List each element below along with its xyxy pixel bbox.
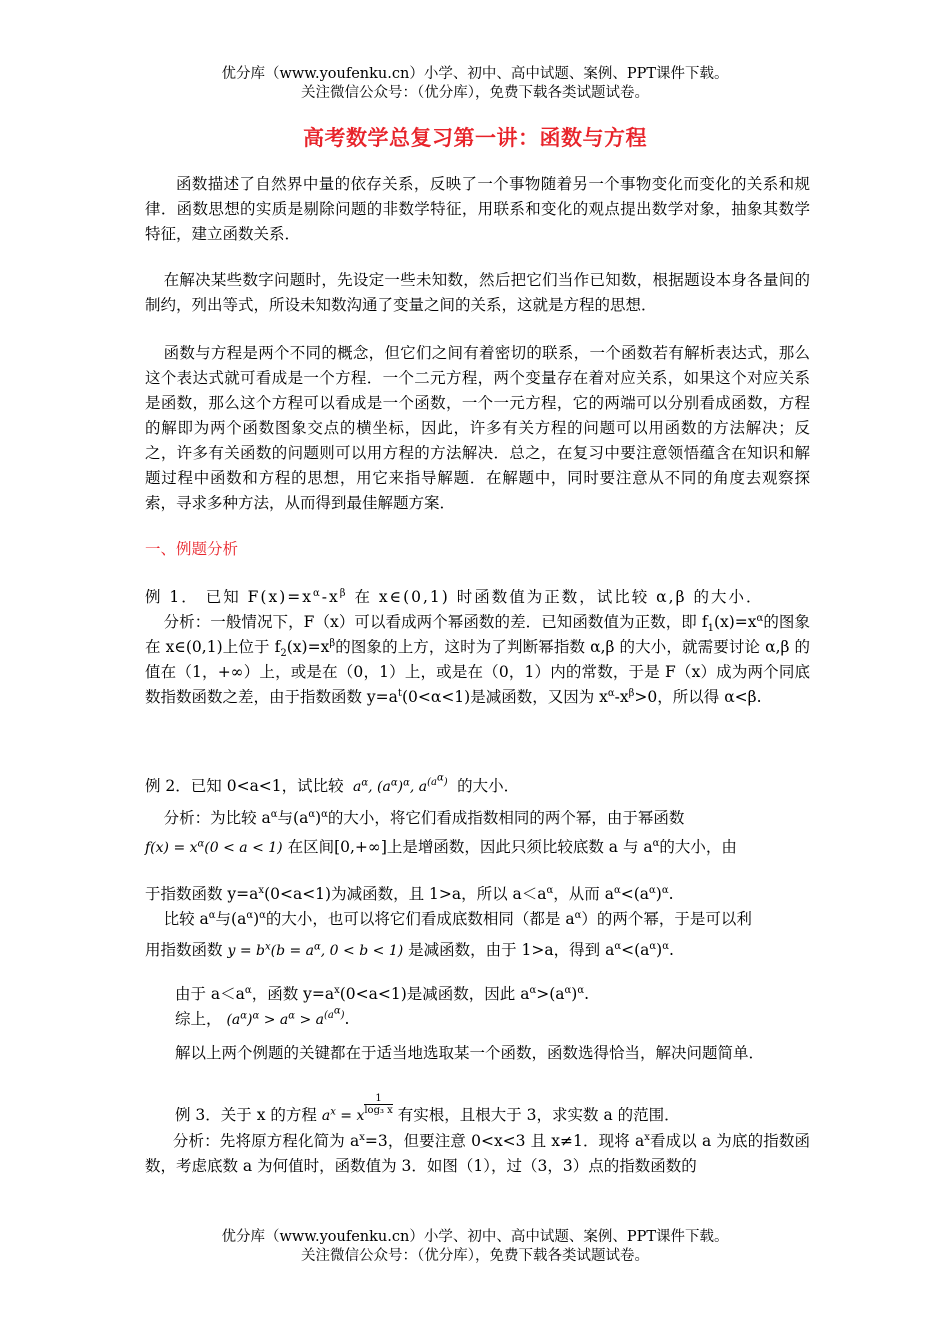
intro-paragraph-1: 函数描述了自然界中量的依存关系，反映了一个事物随着另一个事物变化而变化的关系和规律．函数思想的实质是剔除问题的非数学特征，用联系和变化的观点提出数学对象，抽象其数学特征，建立函数关系．	[145, 175, 810, 243]
example-1-question: 例 1． 已知 $F(x)=x^\alpha-x^\beta$ 在 x∈(0,1) 时函数值为正数，试比较 α,β 的大小．	[145, 587, 764, 606]
example-3-analysis	[145, 1129, 810, 1179]
example-2-conclusion	[145, 982, 810, 1066]
document-title: 高考数学总复习第一讲：函数与方程	[303, 125, 647, 150]
footer-line-2: 关注微信公众号：（优分库），免费下载各类试题试卷。	[301, 1248, 649, 1264]
page-header	[0, 65, 950, 103]
section-heading-1: 一、例题分析	[145, 540, 239, 558]
intro-section	[145, 172, 810, 247]
example-2	[145, 774, 810, 800]
intro-paragraph-2: 在解决某些数字问题时，先设定一些未知数，然后把它们当作已知数，根据题设本身各量间的制约，列出等式，所设未知数沟通了变量之间的关系，这就是方程的思想．	[145, 271, 810, 314]
example-2-analysis-2	[145, 882, 810, 964]
example-2-analysis-line-4: 比较 $a^\alpha$与$(a^\alpha)^\alpha$的大小，也可以将它们看成底数相同（都是 $a^\alpha$）的两个幂，于是可以利	[163, 909, 752, 928]
example-2-analysis-line-1: 分析：为比较 $a^\alpha$与$(a^\alpha)^\alpha$的大小，将它们看成指数相同的两个幂，由于幂函数	[163, 808, 685, 827]
example-2-analysis-line-3: 于指数函数 $y=a^x(0<a<1)$为减函数，且 1>a，所以 $a<a^\alpha$，从而 $a^\alpha<(a^\alpha)^\alpha$.	[145, 884, 674, 903]
example-2-remark: 解以上两个例题的关键都在于适当地选取某一个函数，函数选得恰当，解决问题简单．	[175, 1044, 765, 1062]
example-2-question: 例 2．已知 0<a<1，试比较 $a^\alpha$, $(a^\alpha)^\alpha$, $a^{(a^\alpha)}$ 的大小．	[145, 773, 520, 795]
header-line-2: 关注微信公众号：（优分库），免费下载各类试题试卷。	[301, 85, 649, 101]
formula-equation: $a^x = x$	[321, 1106, 365, 1124]
formula-power-function: $f(x) = x^\alpha(0 < a < 1)$	[145, 838, 283, 856]
page-footer	[0, 1228, 950, 1266]
example-3-analysis-text: 分析：先将原方程化简为 $a^x=3$，但要注意 0<x<3 且 x≠1．现将 $a^x$看成以 a 为底的指数函数，考虑底数 a 为何值时，函数值为 3．如图（1），过（3，3）点的指数函数的	[145, 1131, 810, 1175]
example-2-conclusion-line-1: 由于 $a<a^\alpha$，函数 $y=a^x(0<a<1)$是减函数，因此 $a^\alpha>(a^\alpha)^\alpha$.	[175, 984, 590, 1003]
formula-summary: $(a^\alpha)^\alpha > a^\alpha > a^{(a^\alpha)}$	[226, 1006, 345, 1028]
header-line-1: 优分库（www.youfenku.cn）小学、初中、高中试题、案例、PPT课件下载。	[221, 66, 729, 82]
intro-section-2	[145, 268, 810, 318]
footer-line-1: 优分库（www.youfenku.cn）小学、初中、高中试题、案例、PPT课件下载。	[221, 1229, 729, 1245]
example-3-question: 例 3．关于 x 的方程 $a^x = x$ $\frac{1}{\text{log₃ x}}$ 有实根，且根大于 3，求实数 a 的范围．	[175, 1092, 680, 1124]
example-1	[145, 585, 810, 710]
example-1-analysis: 分析：一般情况下，F（x）可以看成两个幂函数的差．已知函数值为正数，即 $f_1(x)=x^\alpha$的图象在 x∈(0,1)上位于 $f_2(x)=x^\beta$的图象的上方，这时为了判断幂指数 α,β 的大小，就需要讨论 α,β 的值在（1，+∞）上，或是在（0，1）上，或是在（0，1）内的常数，于是 F（x）成为两个同底数指数函数之差，由于指数函数 $y=a^t(0<\alpha<1)$是减函数，又因为 $x^\alpha-x^\beta>0$，所以得 α<β.	[145, 612, 811, 706]
formula-exponent-fraction: $\frac{1}{\text{log₃ x}}$	[364, 1092, 393, 1116]
intro-section-3	[145, 341, 810, 516]
example-2-analysis	[145, 806, 810, 861]
example-2-analysis-line-2: $f(x) = x^\alpha(0 < a < 1)$ 在区间[0,+∞]上是增函数，因此只须比较底数 a 与 $a^\alpha$的大小，由	[145, 837, 737, 856]
formula-exponential-b: $y = b^x(b = a^\alpha$, 0 < b < 1)	[227, 941, 404, 959]
example-2-analysis-line-5: 用指数函数 $y = b^x(b = a^\alpha$, 0 < b < 1) 是减函数，由于 1>a，得到 $a^\alpha<(a^\alpha)^\alpha$.	[145, 940, 674, 959]
example-2-conclusion-line-2: 综上， $(a^\alpha)^\alpha > a^\alpha > a^{(a^\alpha)}$.	[175, 1006, 350, 1028]
example-3	[145, 1092, 810, 1129]
formula-compare-powers: $a^\alpha$, $(a^\alpha)^\alpha$, $a^{(a^\alpha)}$	[348, 773, 448, 795]
intro-paragraph-3: 函数与方程是两个不同的概念，但它们之间有着密切的联系，一个函数若有解析表达式，那么这个表达式就可看成是一个方程．一个二元方程，两个变量存在着对应关系，如果这个对应关系是函数，那么这个方程可以看成是一个函数，一个一元方程，它的两端可以分别看成函数，方程的解即为两个函数图象交点的横坐标，因此，许多有关方程的问题可以用函数的方法解决；反之，许多有关函数的问题则可以用方程的方法解决．总之，在复习中要注意领悟蕴含在知识和解题过程中函数和方程的思想，用它来指导解题．在解题中，同时要注意从不同的角度去观察探索，寻求多种方法，从而得到最佳解题方案．	[145, 344, 810, 512]
